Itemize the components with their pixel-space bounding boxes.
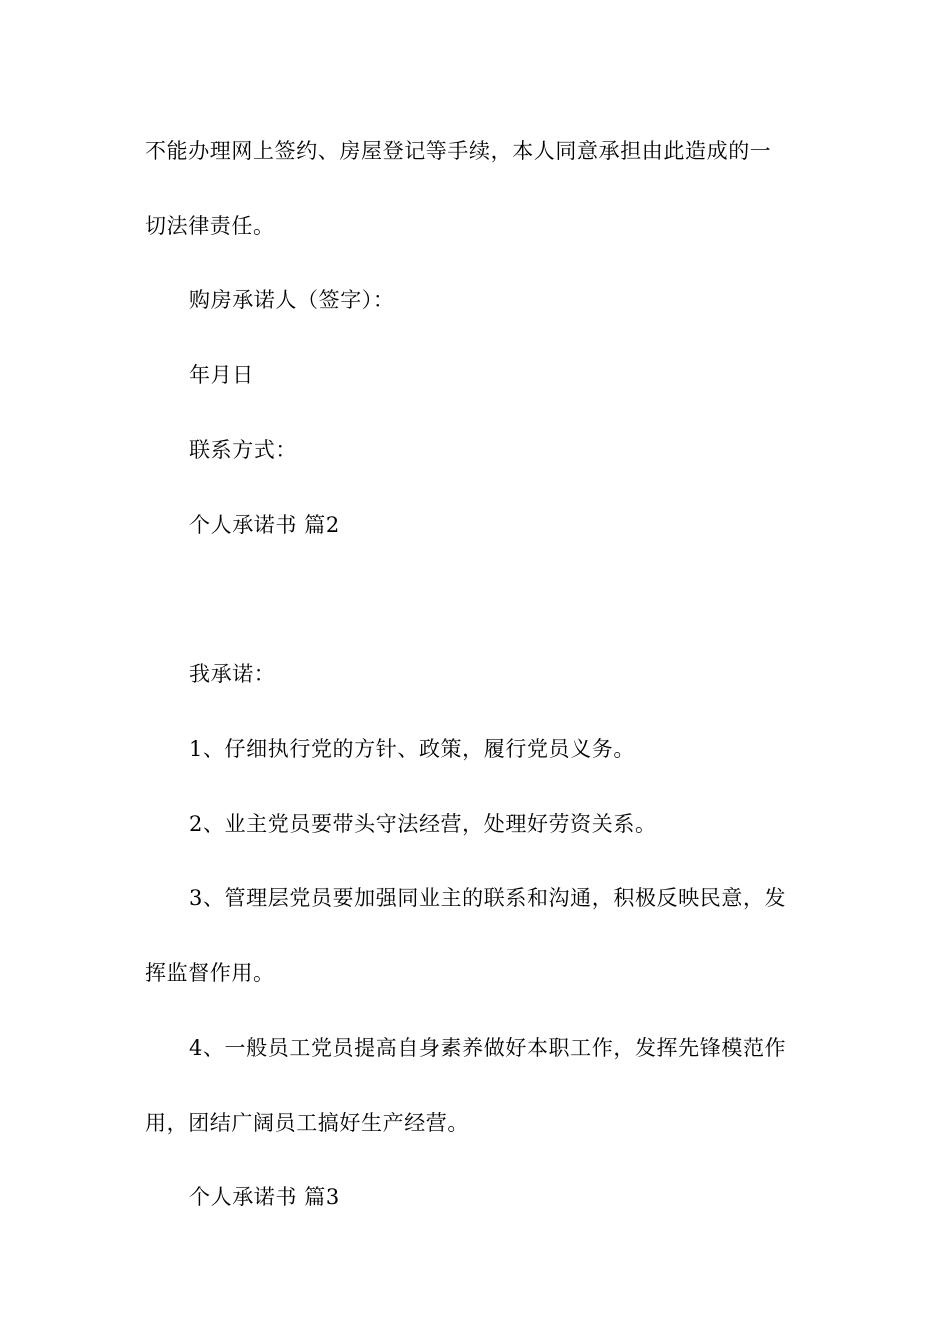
list-item: 1、仔细执行党的方针、政策，履行党员义务。 xyxy=(189,737,635,761)
list-item-continuation: 挥监督作用。 xyxy=(145,961,275,985)
list-item: 2、业主党员要带头守法经营，处理好劳资关系。 xyxy=(189,812,657,836)
list-item: 4、一般员工党员提高自身素养做好本职工作，发挥先锋模范作 xyxy=(189,1036,787,1060)
paragraph-line: 切法律责任。 xyxy=(145,214,275,238)
signature-label: 购房承诺人（签字）： xyxy=(189,288,395,312)
date-label: 年月日 xyxy=(189,363,254,387)
paragraph-line: 我承诺： xyxy=(189,662,276,686)
list-item-continuation: 用，团结广阔员工搞好生产经营。 xyxy=(145,1111,469,1135)
section-heading: 个人承诺书 篇3 xyxy=(189,1185,340,1209)
contact-label: 联系方式： xyxy=(189,438,297,462)
section-heading: 个人承诺书 篇2 xyxy=(189,513,340,537)
paragraph-line: 不能办理网上签约、房屋登记等手续，本人同意承担由此造成的一 xyxy=(145,139,772,163)
list-item: 3、管理层党员要加强同业主的联系和沟通，积极反映民意，发 xyxy=(189,886,787,910)
